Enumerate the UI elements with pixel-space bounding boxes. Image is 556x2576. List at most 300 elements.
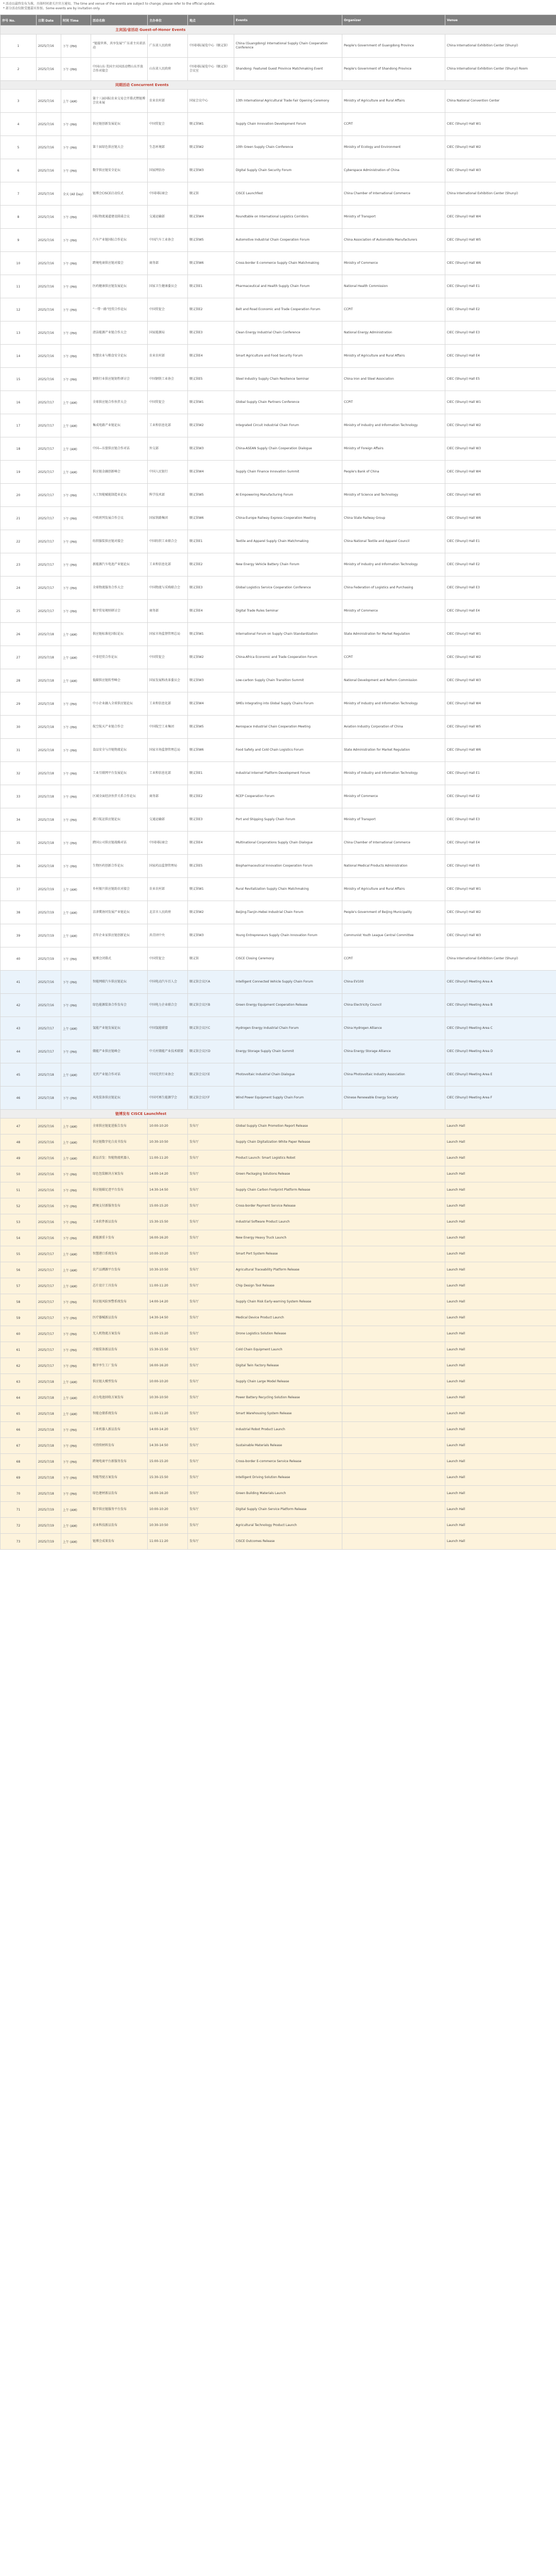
table-cell: 下午 (PM): [61, 762, 91, 785]
table-cell: 中国汽车工业协会: [148, 229, 188, 252]
table-row: [1, 1486, 556, 1502]
table-cell: 33: [1, 785, 37, 808]
table-cell: Food Safety and Cold Chain Logistics Forum: [234, 739, 342, 762]
table-cell: Launch Hall: [445, 1230, 556, 1246]
table-cell: 顺义馆W6: [188, 252, 234, 275]
table-cell: CIEC (Shunyi) Hall E3: [445, 808, 556, 832]
table-cell: Launch Hall: [445, 1518, 556, 1534]
table-cell: 链博会闭幕式: [91, 947, 148, 971]
table-cell: 2025/7/18: [37, 669, 61, 692]
table-row: [1, 159, 556, 182]
table-cell: 上午 (AM): [61, 1518, 91, 1534]
table-cell: 冷链装备新品发布: [91, 1342, 148, 1358]
table-cell: 港口航运供应链论坛: [91, 808, 148, 832]
table-cell: CIEC (Shunyi) Hall W6: [445, 252, 556, 275]
table-cell: 2025/7/16: [37, 35, 61, 58]
table-cell: 发布厅: [188, 1246, 234, 1262]
table-cell: 10:00-10:20: [148, 1374, 188, 1390]
table-cell: 国家铁路集团: [148, 507, 188, 530]
table-cell: 顺义馆W6: [188, 739, 234, 762]
table-cell: 顺义馆W2: [188, 136, 234, 159]
table-cell: CIEC (Shunyi) Meeting Area A: [445, 971, 556, 994]
table-cell: 汽车产业链国际合作论坛: [91, 229, 148, 252]
table-cell: Aerospace Industrial Chain Cooperation Meeting: [234, 716, 342, 739]
table-cell: China International Exhibition Center (Shunyi) Room: [445, 58, 556, 81]
table-cell: 下午 (PM): [61, 1230, 91, 1246]
table-cell: 生态环境部: [148, 136, 188, 159]
table-cell: China Photovoltaic Industry Association: [342, 1063, 445, 1087]
table-row: [1, 1358, 556, 1374]
table-row: [1, 345, 556, 368]
table-cell: Communist Youth League Central Committee: [342, 924, 445, 947]
table-cell: 京津冀协同发展产业链论坛: [91, 901, 148, 924]
table-cell: 第十届绿色供应链大会: [91, 136, 148, 159]
table-cell: 54: [1, 1230, 37, 1246]
table-cell: CIEC (Shunyi) Hall E1: [445, 275, 556, 298]
table-cell: Global Logistics Service Cooperation Conference: [234, 577, 342, 600]
table-cell: 发布厅: [188, 1310, 234, 1326]
table-cell: 工业互联网平台发展论坛: [91, 762, 148, 785]
table-cell: 2025/7/16: [37, 298, 61, 321]
table-cell: 顺义馆E2: [188, 553, 234, 577]
table-cell: Green Energy Equipment Cooperation Release: [234, 994, 342, 1017]
table-cell: China Energy Storage Alliance: [342, 1040, 445, 1063]
table-cell: [342, 1166, 445, 1182]
table-cell: 跨境电商平台新服务发布: [91, 1454, 148, 1470]
table-cell: 发布厅: [188, 1278, 234, 1294]
table-cell: 农业农村部: [148, 878, 188, 901]
table-cell: 2025/7/17: [37, 1326, 61, 1342]
table-cell: People's Government of Shandong Province: [342, 58, 445, 81]
table-cell: 无人机物流方案发布: [91, 1326, 148, 1342]
table-cell: 2025/7/18: [37, 692, 61, 716]
table-cell: Hydrogen Energy Industrial Chain Forum: [234, 1017, 342, 1040]
table-cell: 2025/7/16: [37, 345, 61, 368]
table-cell: [342, 1278, 445, 1294]
table-row: [1, 924, 556, 947]
table-row: [1, 1166, 556, 1182]
table-cell: 顺义馆E2: [188, 785, 234, 808]
table-cell: 15:30-15:50: [148, 1470, 188, 1486]
table-cell: 下午 (PM): [61, 345, 91, 368]
table-cell: 60: [1, 1326, 37, 1342]
table-cell: 芯片设计工具发布: [91, 1278, 148, 1294]
table-cell: [342, 1422, 445, 1438]
table-cell: Launch Hall: [445, 1390, 556, 1406]
table-cell: 下午 (PM): [61, 971, 91, 994]
table-cell: 储能产业供应链峰会: [91, 1040, 148, 1063]
table-cell: 4: [1, 113, 37, 136]
table-cell: Launch Hall: [445, 1150, 556, 1166]
table-cell: 智能仓储系统发布: [91, 1406, 148, 1422]
table-cell: 供应链大模型发布: [91, 1374, 148, 1390]
table-cell: 6: [1, 159, 37, 182]
table-cell: 中关村储能产业技术联盟: [148, 1040, 188, 1063]
table-cell: 11:00-11:20: [148, 1150, 188, 1166]
table-cell: 工业和信息化部: [148, 414, 188, 437]
table-cell: Launch Hall: [445, 1438, 556, 1454]
table-cell: 下午 (PM): [61, 808, 91, 832]
table-cell: 2025/7/19: [37, 1518, 61, 1534]
table-cell: 2025/7/16: [37, 113, 61, 136]
table-cell: 10:00-10:20: [148, 1246, 188, 1262]
table-cell: Ministry of Agriculture and Rural Affairs: [342, 90, 445, 113]
table-cell: 上午 (AM): [61, 1374, 91, 1390]
table-cell: 34: [1, 808, 37, 832]
table-row: [1, 1150, 556, 1166]
table-cell: National Development and Reform Commission: [342, 669, 445, 692]
table-cell: 中国—东盟供应链合作对话: [91, 437, 148, 461]
table-cell: 供应链金融创新峰会: [91, 461, 148, 484]
table-cell: 27: [1, 646, 37, 669]
table-cell: 14:30-14:50: [148, 1438, 188, 1454]
table-cell: 2025/7/19: [37, 1534, 61, 1550]
table-cell: 链博会成果发布: [91, 1534, 148, 1550]
table-cell: 下午 (PM): [61, 321, 91, 345]
table-cell: 发布厅: [188, 1502, 234, 1518]
table-cell: 68: [1, 1454, 37, 1470]
table-cell: 发布厅: [188, 1198, 234, 1214]
table-cell: 发布厅: [188, 1518, 234, 1534]
table-cell: People's Government of Beijing Municipality: [342, 901, 445, 924]
table-cell: Cross-border Payment Service Release: [234, 1198, 342, 1214]
table-row: [1, 1438, 556, 1454]
table-cell: 2025/7/16: [37, 1182, 61, 1198]
table-cell: 农产品溯源平台发布: [91, 1262, 148, 1278]
table-row: [1, 321, 556, 345]
table-cell: 2025/7/17: [37, 391, 61, 414]
table-cell: 2025/7/18: [37, 1470, 61, 1486]
table-row: [1, 762, 556, 785]
table-cell: Launch Hall: [445, 1342, 556, 1358]
table-cell: 7: [1, 182, 37, 206]
schedule-table: [0, 14, 556, 1550]
table-cell: 顺义馆: [188, 947, 234, 971]
table-cell: 中国物流与采购联合会: [148, 577, 188, 600]
table-cell: Ministry of Science and Technology: [342, 484, 445, 507]
table-cell: 上午 (AM): [61, 1502, 91, 1518]
table-cell: National Energy Administration: [342, 321, 445, 345]
table-cell: 下午 (PM): [61, 577, 91, 600]
notes-block: [0, 0, 556, 14]
table-cell: 风电装备供应链论坛: [91, 1087, 148, 1110]
table-cell: “链接世界，共享发展”广东省主宾省活动: [91, 35, 148, 58]
table-cell: 1: [1, 35, 37, 58]
table-cell: 中小企业融入全球供应链论坛: [91, 692, 148, 716]
table-cell: CIEC (Shunyi) Hall W1: [445, 878, 556, 901]
table-cell: 中国国际商会: [148, 182, 188, 206]
table-cell: 2025/7/18: [37, 1390, 61, 1406]
table-cell: Clean Energy Industrial Chain Conference: [234, 321, 342, 345]
table-cell: 发布厅: [188, 1150, 234, 1166]
table-cell: 智慧农业与粮食安全论坛: [91, 345, 148, 368]
table-cell: 航空航天产业链合作会: [91, 716, 148, 739]
table-cell: 顺义馆会议区F: [188, 1087, 234, 1110]
table-row: [1, 1063, 556, 1087]
table-cell: 2025/7/18: [37, 1063, 61, 1087]
table-cell: 顺义馆会议区C: [188, 1017, 234, 1040]
table-cell: 下午 (PM): [61, 1214, 91, 1230]
table-cell: 24: [1, 577, 37, 600]
table-cell: 11:00-11:20: [148, 1278, 188, 1294]
table-cell: 上午 (AM): [61, 901, 91, 924]
table-cell: 纺织服装供应链对接会: [91, 530, 148, 553]
table-cell: Ministry of Transport: [342, 206, 445, 229]
table-cell: Launch Hall: [445, 1374, 556, 1390]
table-cell: 下午 (PM): [61, 229, 91, 252]
table-cell: 工业和信息化部: [148, 692, 188, 716]
table-cell: Launch Hall: [445, 1534, 556, 1550]
note-line: * 活动以最终发布为准，具体时间请关注官方通知。The time and venue of the events are subject to change; please refer to the official update.: [3, 2, 216, 6]
table-cell: 66: [1, 1422, 37, 1438]
table-cell: 下午 (PM): [61, 1470, 91, 1486]
table-cell: 下午 (PM): [61, 716, 91, 739]
table-row: [1, 391, 556, 414]
table-cell: 北京市人民政府: [148, 901, 188, 924]
table-cell: CISCE Outcomes Release: [234, 1534, 342, 1550]
table-cell: Photovoltaic Industrial Chain Dialogue: [234, 1063, 342, 1087]
table-cell: 中国贸促会: [148, 298, 188, 321]
table-cell: 2025/7/17: [37, 437, 61, 461]
table-row: [1, 1454, 556, 1470]
table-cell: 10:00-10:20: [148, 1118, 188, 1134]
table-cell: 链博会CISCE启动仪式: [91, 182, 148, 206]
table-cell: 32: [1, 762, 37, 785]
table-cell: CIEC (Shunyi) Hall E3: [445, 577, 556, 600]
table-row: [1, 1342, 556, 1358]
table-cell: 新能源重卡发布: [91, 1230, 148, 1246]
table-cell: 供应链数字化白皮书发布: [91, 1134, 148, 1150]
table-cell: Port and Shipping Supply Chain Forum: [234, 808, 342, 832]
table-cell: 25: [1, 600, 37, 623]
table-cell: 38: [1, 901, 37, 924]
table-cell: 下午 (PM): [61, 298, 91, 321]
table-cell: 发布厅: [188, 1454, 234, 1470]
table-cell: Aviation Industry Corporation of China: [342, 716, 445, 739]
table-cell: International Forum on Supply Chain Standardization: [234, 623, 342, 646]
table-cell: CIEC (Shunyi) Hall W1: [445, 391, 556, 414]
table-cell: 10: [1, 252, 37, 275]
table-cell: 区域全面经济伙伴关系合作论坛: [91, 785, 148, 808]
table-cell: 发布厅: [188, 1214, 234, 1230]
table-cell: [342, 1486, 445, 1502]
table-cell: Digital Twin Factory Release: [234, 1358, 342, 1374]
table-cell: 15:30-15:50: [148, 1214, 188, 1230]
table-cell: 绿色包装解决方案发布: [91, 1166, 148, 1182]
table-cell: 69: [1, 1470, 37, 1486]
table-cell: 下午 (PM): [61, 206, 91, 229]
table-cell: [342, 1470, 445, 1486]
table-cell: CCPIT: [342, 298, 445, 321]
table-cell: 2025/7/19: [37, 947, 61, 971]
table-cell: 农业科技新品发布: [91, 1518, 148, 1534]
table-cell: 顺义馆: [188, 182, 234, 206]
table-cell: 上午 (AM): [61, 1406, 91, 1422]
table-cell: 14:00-14:20: [148, 1166, 188, 1182]
table-cell: Launch Hall: [445, 1118, 556, 1134]
table-cell: 顺义馆W3: [188, 924, 234, 947]
table-cell: CIEC (Shunyi) Hall W3: [445, 669, 556, 692]
table-cell: Automotive Industrial Chain Cooperation Forum: [234, 229, 342, 252]
table-cell: China (Guangdong) International Supply Chain Cooperation Conference: [234, 35, 342, 58]
table-cell: 2025/7/17: [37, 530, 61, 553]
table-cell: 顺义馆E1: [188, 530, 234, 553]
table-cell: 上午 (AM): [61, 414, 91, 437]
table-row: [1, 229, 556, 252]
table-cell: Sustainable Materials Release: [234, 1438, 342, 1454]
table-cell: CCPIT: [342, 947, 445, 971]
table-row: [1, 1198, 556, 1214]
table-cell: 供应链碳足迹平台发布: [91, 1182, 148, 1198]
table-cell: Integrated Circuit Industrial Chain Forum: [234, 414, 342, 437]
table-cell: CIEC (Shunyi) Meeting Area D: [445, 1040, 556, 1063]
table-cell: 顺义馆W2: [188, 901, 234, 924]
table-cell: 上午 (AM): [61, 1534, 91, 1550]
table-cell: 交通运输部: [148, 808, 188, 832]
table-cell: 29: [1, 692, 37, 716]
table-cell: 21: [1, 507, 37, 530]
table-cell: 2: [1, 58, 37, 81]
table-cell: China-Europe Railway Express Cooperation Meeting: [234, 507, 342, 530]
table-cell: 发布厅: [188, 1486, 234, 1502]
table-cell: 中国钢铁工业协会: [148, 368, 188, 391]
table-cell: Ministry of Foreign Affairs: [342, 437, 445, 461]
table-cell: 71: [1, 1502, 37, 1518]
table-cell: China International Exhibition Center (Shunyi): [445, 182, 556, 206]
table-cell: 2025/7/18: [37, 1438, 61, 1454]
table-cell: 顺义馆W1: [188, 113, 234, 136]
table-cell: 36: [1, 855, 37, 878]
table-cell: Digital Supply Chain Security Forum: [234, 159, 342, 182]
table-cell: 52: [1, 1198, 37, 1214]
table-row: [1, 994, 556, 1017]
table-cell: China Hydrogen Alliance: [342, 1017, 445, 1040]
table-cell: 顺义馆W1: [188, 391, 234, 414]
table-row: [1, 1262, 556, 1278]
table-row: [1, 1326, 556, 1342]
table-cell: 商务部: [148, 785, 188, 808]
table-cell: 下午 (PM): [61, 832, 91, 855]
table-cell: Launch Hall: [445, 1182, 556, 1198]
table-cell: China National Convention Center: [445, 90, 556, 113]
table-cell: [342, 1214, 445, 1230]
table-cell: 中非经贸合作论坛: [91, 646, 148, 669]
table-cell: CCPIT: [342, 391, 445, 414]
table-cell: 43: [1, 1017, 37, 1040]
table-cell: 食品安全与冷链物流论坛: [91, 739, 148, 762]
table-cell: Biopharmaceutical Innovation Cooperation Forum: [234, 855, 342, 878]
table-cell: Ministry of Industry and Information Technology: [342, 553, 445, 577]
table-row: [1, 832, 556, 855]
table-cell: 10:30-10:50: [148, 1262, 188, 1278]
table-cell: 2025/7/18: [37, 808, 61, 832]
table-row: [1, 577, 556, 600]
table-cell: AI Empowering Manufacturing Forum: [234, 484, 342, 507]
table-cell: [342, 1390, 445, 1406]
table-cell: 医疗器械新品发布: [91, 1310, 148, 1326]
table-cell: 2025/7/16: [37, 58, 61, 81]
table-cell: [342, 1134, 445, 1150]
table-cell: CIEC (Shunyi) Hall W4: [445, 206, 556, 229]
table-cell: 发布厅: [188, 1230, 234, 1246]
table-cell: 顺义馆E4: [188, 600, 234, 623]
table-cell: 2025/7/18: [37, 1406, 61, 1422]
table-cell: CIEC (Shunyi) Hall W5: [445, 229, 556, 252]
table-cell: 发布厅: [188, 1390, 234, 1406]
note-line: * 部分活动仅限受邀嘉宾参加。Some events are by invitation only.: [3, 7, 100, 10]
col-header: 日期 Date: [37, 15, 61, 26]
section-header-row: [1, 26, 556, 35]
table-cell: Ministry of Commerce: [342, 252, 445, 275]
table-cell: 发布厅: [188, 1358, 234, 1374]
table-cell: 2025/7/17: [37, 484, 61, 507]
table-cell: 集成电路产业链论坛: [91, 414, 148, 437]
table-cell: 2025/7/17: [37, 1262, 61, 1278]
table-cell: 11:00-11:20: [148, 1534, 188, 1550]
table-cell: 中国纺织工业联合会: [148, 530, 188, 553]
table-cell: 18: [1, 437, 37, 461]
table-row: [1, 414, 556, 437]
table-cell: [342, 1294, 445, 1310]
table-cell: CIEC (Shunyi) Hall E1: [445, 530, 556, 553]
table-cell: 农业农村部: [148, 345, 188, 368]
table-cell: Launch Hall: [445, 1198, 556, 1214]
table-cell: Ministry of Transport: [342, 808, 445, 832]
table-cell: 下午 (PM): [61, 1358, 91, 1374]
table-row: [1, 1422, 556, 1438]
table-cell: 科学技术部: [148, 484, 188, 507]
table-row: [1, 58, 556, 81]
table-cell: 23: [1, 553, 37, 577]
table-cell: 上午 (AM): [61, 1278, 91, 1294]
table-cell: Launch Hall: [445, 1262, 556, 1278]
table-cell: CCPIT: [342, 113, 445, 136]
table-row: [1, 437, 556, 461]
table-cell: 2025/7/17: [37, 461, 61, 484]
table-cell: [342, 1246, 445, 1262]
table-cell: CIEC (Shunyi) Meeting Area E: [445, 1063, 556, 1087]
table-cell: 顺义馆W4: [188, 206, 234, 229]
table-cell: Cross-border E-commerce Service Release: [234, 1454, 342, 1470]
table-cell: CIEC (Shunyi) Hall W2: [445, 901, 556, 924]
table-cell: 农业农村部: [148, 90, 188, 113]
table-cell: Multinational Corporations Supply Chain Dialogue: [234, 832, 342, 855]
table-cell: Digital Supply Chain Service Platform Release: [234, 1502, 342, 1518]
table-cell: 2025/7/18: [37, 1454, 61, 1470]
table-cell: 生物医药创新合作论坛: [91, 855, 148, 878]
table-header-row: [1, 15, 556, 26]
table-cell: Cross-border E-commerce Supply Chain Matchmaking: [234, 252, 342, 275]
table-cell: [342, 1198, 445, 1214]
table-cell: 下午 (PM): [61, 530, 91, 553]
table-cell: People's Bank of China: [342, 461, 445, 484]
table-row: [1, 368, 556, 391]
table-cell: 医药健康供应链发展论坛: [91, 275, 148, 298]
table-cell: CIEC (Shunyi) Hall W5: [445, 716, 556, 739]
table-cell: Industrial Software Product Launch: [234, 1214, 342, 1230]
table-cell: 中国山东·美国主宾国活动暨山东开放合作对接会: [91, 58, 148, 81]
table-cell: Ministry of Agriculture and Rural Affairs: [342, 345, 445, 368]
table-cell: 顺义馆W3: [188, 159, 234, 182]
table-cell: 35: [1, 832, 37, 855]
table-cell: 2025/7/19: [37, 901, 61, 924]
table-cell: 10:30-10:50: [148, 1390, 188, 1406]
table-cell: 顺义馆W3: [188, 669, 234, 692]
table-cell: [342, 1374, 445, 1390]
table-cell: New Energy Vehicle Battery Chain Forum: [234, 553, 342, 577]
table-cell: Launch Hall: [445, 1406, 556, 1422]
table-cell: 数字供应链安全论坛: [91, 159, 148, 182]
